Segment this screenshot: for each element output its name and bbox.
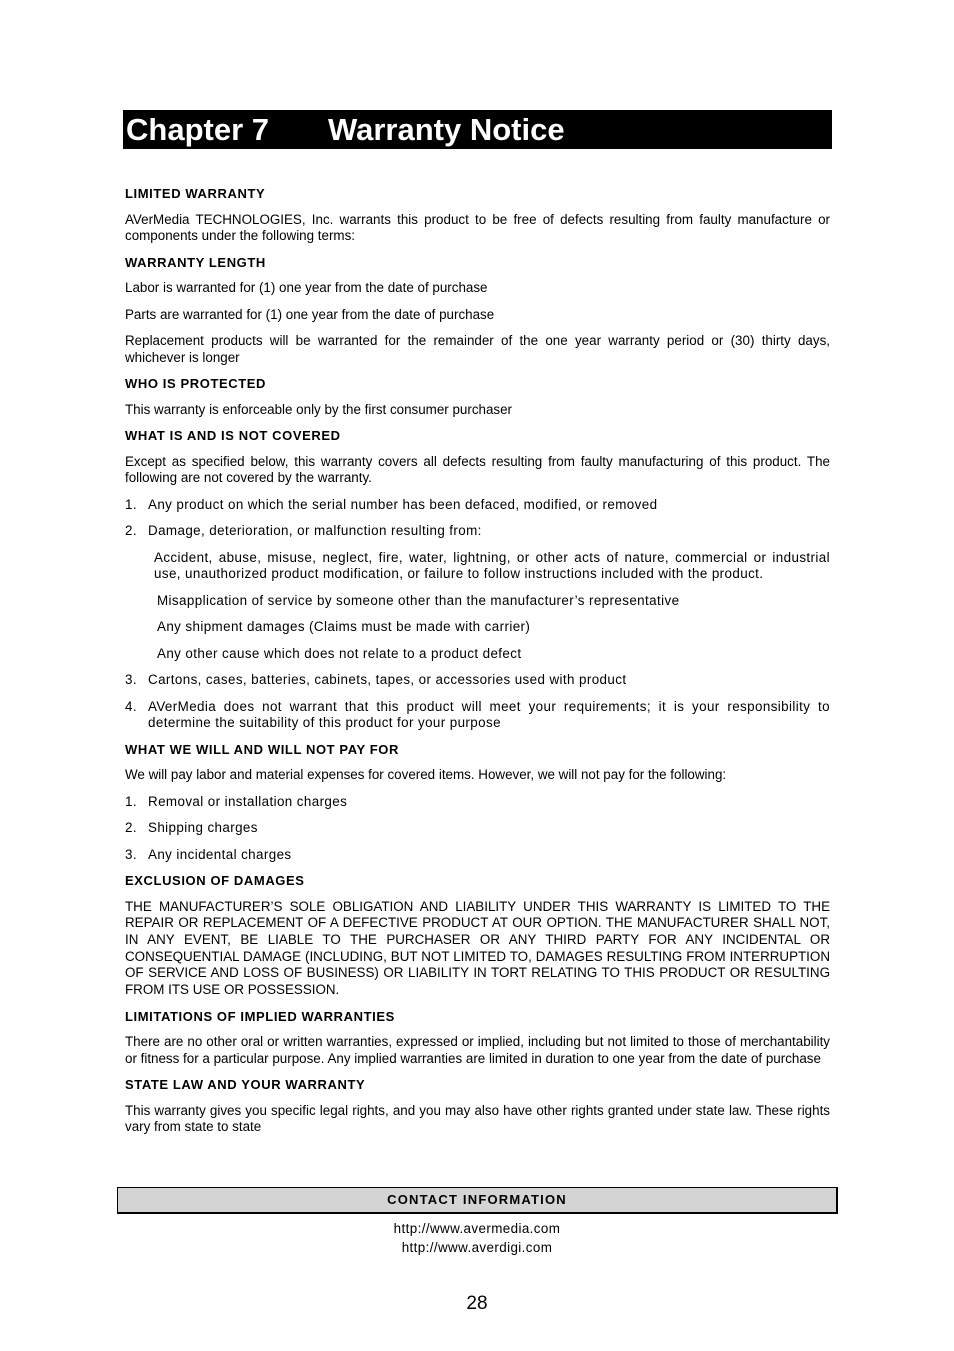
list-number: 3. — [125, 846, 137, 862]
list-text: Any incidental charges — [148, 846, 292, 862]
limited-warranty-heading: LIMITED WARRANTY — [125, 186, 266, 201]
sub-item: Accident, abuse, misuse, neglect, fire, water, lightning, or other acts of nature, commercial or industrial use, unauthorized product modification, or failure to follow instructions included with the product. — [154, 549, 830, 581]
pay-for-intro: We will pay labor and material expenses for covered items. However, we will not pay for the following: — [125, 767, 727, 782]
not-paid-list — [125, 794, 830, 864]
website-link-avermedia[interactable]: http://www.avermedia.com — [393, 1221, 561, 1236]
chapter-title: Warranty Notice — [328, 112, 565, 147]
warranty-length-heading: WARRANTY LENGTH — [125, 254, 266, 270]
sub-item: Misapplication of service by someone other than the manufacturer’s representative — [157, 592, 680, 608]
list-text: Cartons, cases, batteries, cabinets, tapes, or accessories used with product — [148, 672, 627, 687]
list-number: 4. — [125, 698, 137, 714]
list-text: Removal or installation charges — [148, 793, 348, 809]
who-is-protected-text: This warranty is enforceable only by the first consumer purchaser — [125, 401, 513, 417]
contact-links — [0, 1219, 954, 1257]
not-covered-list — [125, 497, 830, 540]
coverage-heading: WHAT IS AND IS NOT COVERED — [125, 428, 341, 443]
list-text: Shipping charges — [148, 820, 258, 835]
limited-warranty-text: AVerMedia TECHNOLOGIES, Inc. warrants this product to be free of defects resulting from faulty manufacture or components under the following terms: — [125, 211, 830, 243]
pay-for-heading: WHAT WE WILL AND WILL NOT PAY FOR — [125, 741, 400, 757]
list-number: 2. — [125, 523, 137, 538]
list-item — [125, 847, 830, 864]
list-text: AVerMedia does not warrant that this product will meet your requirements; it is your responsibility to determine the suitability of this product for your purpose — [148, 698, 830, 730]
list-number: 1. — [125, 793, 137, 809]
list-number: 1. — [125, 496, 137, 512]
labor-warranty-text: Labor is warranted for (1) one year from the date of purchase — [125, 280, 488, 295]
implied-warranties-heading: LIMITATIONS OF IMPLIED WARRANTIES — [125, 1008, 395, 1024]
chapter-title-bar — [123, 110, 832, 149]
list-number: 3. — [125, 672, 137, 687]
page-number: 28 — [466, 1293, 488, 1314]
state-law-text: This warranty gives you specific legal rights, and you may also have other rights granted under state law. These rights vary from state to state — [125, 1102, 830, 1135]
list-item — [125, 523, 830, 540]
exclusion-text: THE MANUFACTURER’S SOLE OBLIGATION AND LIABILITY UNDER THIS WARRANTY IS LIMITED TO THE REPAIR OR REPLACEMENT OF A DEFECTIVE PRODUCT AT OUR OPTION. THE MANUFACTURER SHALL NOT, IN ANY EVENT, BE LIABLE TO THE PURCHASER OR ANY THIRD PARTY FOR ANY INCIDENTAL OR CONSEQUENTIAL DAMAGE (INCLUDING, BUT NOT LIMITED TO, DAMAGES RESULTING FROM INTERRUPTION OF SERVICE AND LOSS OF BUSINESS) OR LIABILITY IN TORT RELATING TO THIS PRODUCT OR RESULTING FROM ITS USE OR POSSESSION. — [125, 898, 830, 998]
not-covered-list-continued — [125, 672, 830, 732]
who-is-protected-heading: WHO IS PROTECTED — [125, 376, 267, 391]
sub-item: Any other cause which does not relate to a product defect — [157, 645, 522, 661]
chapter-number: Chapter 7 — [126, 112, 269, 147]
list-number: 2. — [125, 820, 137, 835]
coverage-intro: Except as specified below, this warranty covers all defects resulting from faulty manufacturing of this product. The following are not covered by the warranty. — [125, 453, 830, 485]
list-item — [125, 497, 830, 514]
list-text: Damage, deterioration, or malfunction resulting from: — [148, 523, 482, 538]
warranty-content — [125, 186, 830, 1146]
replacement-warranty-text: Replacement products will be warranted for the remainder of the one year warranty period or (30) thirty days, whichever is longer — [125, 333, 830, 365]
list-item — [125, 672, 830, 689]
list-item — [125, 794, 830, 811]
website-link-averdigi[interactable]: http://www.averdigi.com — [401, 1240, 553, 1255]
state-law-heading: STATE LAW AND YOUR WARRANTY — [125, 1077, 366, 1093]
list-item — [125, 699, 830, 732]
exclusion-heading: EXCLUSION OF DAMAGES — [125, 873, 305, 888]
sub-item: Any shipment damages (Claims must be made with carrier) — [157, 619, 531, 634]
implied-warranties-text: There are no other oral or written warranties, expressed or implied, including but not limited to those of merchantability or fitness for a particular purpose. Any implied warranties are limited in duration to one year from the date of purchase — [125, 1034, 830, 1066]
parts-warranty-text: Parts are warranted for (1) one year from the date of purchase — [125, 306, 495, 322]
list-item — [125, 820, 830, 837]
contact-information-heading: CONTACT INFORMATION — [117, 1187, 838, 1214]
list-text: Any product on which the serial number has been defaced, modified, or removed — [148, 496, 658, 512]
